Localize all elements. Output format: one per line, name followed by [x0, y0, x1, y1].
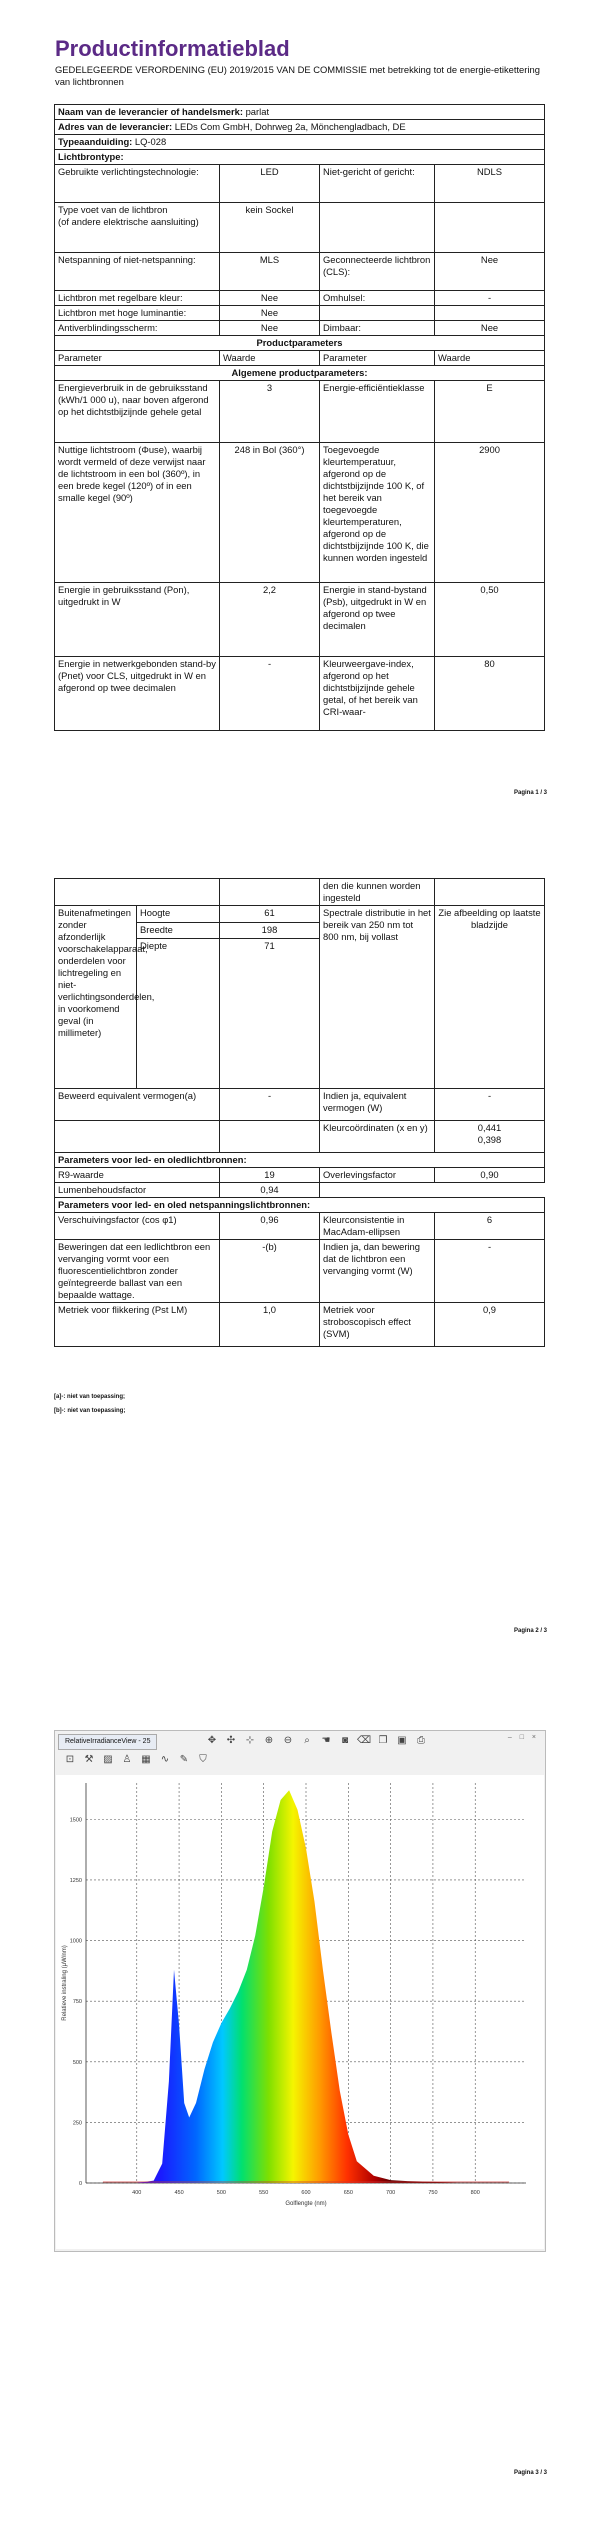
y-tick-label: 0 [78, 2181, 82, 2187]
param-value: E [435, 381, 545, 443]
col-header-value: Waarde [435, 351, 545, 366]
y-tick-label: 1000 [69, 1938, 82, 1945]
param-label: Lumenbehoudsfactor [55, 1183, 220, 1198]
param-value: LED [220, 165, 320, 203]
table-row [55, 1121, 545, 1153]
param-value: Nee [220, 291, 320, 306]
param-label: Niet-gericht of gericht: [320, 165, 435, 203]
param-label: Kleurconsistentie in MacAdam-ellipsen [320, 1213, 435, 1240]
spectral-label: Spectrale distributie in het bereik van 250 nm tot 800 nm, bij vollast [320, 906, 435, 1089]
param-label: Energie in gebruiksstand (Pon), uitgedrukt in W [55, 583, 220, 657]
param-value: 0,50 [435, 583, 545, 657]
camera-icon[interactable]: ◙ [341, 1735, 349, 1746]
spectrum-viewer-window [54, 1730, 546, 2252]
param-label: Dimbaar: [320, 321, 435, 336]
spectrum-chart [56, 1775, 544, 2249]
mains-params-heading: Parameters voor led- en oled netspanningslichtbronnen: [55, 1198, 545, 1213]
supplier-address-label: Adres van de leverancier: [58, 121, 173, 132]
x-axis-label: Golflengte (nm) [285, 2201, 327, 2207]
curve-icon[interactable]: ∿ [160, 1754, 170, 1765]
x-tick-label: 500 [216, 2190, 226, 2196]
param-value [435, 1121, 545, 1153]
page-number: Pagina 1 / 3 [513, 790, 547, 796]
search-icon[interactable]: ⌕ [304, 1735, 310, 1746]
param-label: Kleurweergave-index, afgerond op het dichtstbijzijnde gehele getal, of het bereik van CRI-waar- [320, 657, 435, 731]
x-tick-label: 550 [259, 2190, 269, 2196]
table-row [55, 291, 545, 306]
param-value: 0,96 [220, 1213, 320, 1240]
param-value: - [220, 1089, 320, 1121]
spectrum-area [120, 1790, 459, 2183]
window-controls[interactable]: – □ × [507, 1734, 539, 1741]
y-axis-label: Relatieve instraling (μW/nm) [62, 1945, 68, 2021]
crosshair-icon[interactable]: ⊹ [245, 1735, 255, 1746]
x-tick-label: 400 [132, 2190, 142, 2196]
product-info-table-p1 [54, 104, 545, 731]
param-label: Type voet van de lichtbron (of andere elektrische aansluiting) [55, 203, 220, 253]
y-tick-label: 500 [72, 2059, 82, 2066]
param-value: 2900 [435, 443, 545, 583]
dimension-value: 71 [220, 939, 320, 1089]
model-value: LQ-028 [134, 136, 167, 147]
zoom-out-icon[interactable]: ⊖ [283, 1735, 293, 1746]
tools-icon[interactable]: ⚒ [84, 1754, 94, 1765]
col-header-param: Parameter [55, 351, 220, 366]
led-params-heading: Parameters voor led- en oledlichtbronnen: [55, 1153, 545, 1168]
page-number: Pagina 2 / 3 [513, 1628, 547, 1634]
page-1 [0, 0, 595, 842]
toolbar-row-1 [205, 1734, 428, 1750]
params-heading: Productparameters [55, 336, 545, 351]
x-tick-label: 800 [470, 2190, 480, 2196]
table-row [55, 1183, 545, 1198]
param-label: Indien ja, dan bewering dat de lichtbron een vervanging vormt (W) [320, 1240, 435, 1303]
param-value: Nee [435, 253, 545, 291]
footnote-a: [a]-: niet van toepassing; [54, 1394, 126, 1400]
dimension-name: Hoogte [137, 906, 220, 923]
param-label: Netspanning of niet-netspanning: [55, 253, 220, 291]
param-value: - [435, 291, 545, 306]
param-value: -(b) [220, 1240, 320, 1303]
dimension-value: 198 [220, 922, 320, 939]
param-label: Lichtbron met hoge luminantie: [55, 306, 220, 321]
print-icon[interactable]: ⎙ [417, 1735, 425, 1746]
param-value: 80 [435, 657, 545, 731]
param-value: MLS [220, 253, 320, 291]
param-value: 3 [220, 381, 320, 443]
column-header-row [55, 351, 545, 366]
x-tick-label: 750 [428, 2190, 438, 2196]
table-row [55, 1089, 545, 1121]
move-icon[interactable]: ✥ [207, 1735, 217, 1746]
delete-icon[interactable]: ⌫ [357, 1735, 372, 1746]
general-params-heading: Algemene productparameters: [55, 366, 545, 381]
model-label: Typeaanduiding: [58, 136, 133, 147]
spectral-value: Zie afbeelding op laatste bladzijde [435, 906, 545, 1089]
supplier-address-value: LEDs Com GmbH, Dohrweg 2a, Mönchengladbach, DE [174, 121, 406, 132]
param-label: Beweringen dat een ledlichtbron een vervanging vormt voor een fluorescentielichtbron zonder geïntegreerde ballast van een bepaalde wattage. [55, 1240, 220, 1303]
param-value: - [435, 1240, 545, 1303]
table-row [55, 165, 545, 203]
col-header-param: Parameter [320, 351, 435, 366]
param-label: Metriek voor flikkering (Pst LM) [55, 1303, 220, 1347]
param-label: Antiverblindingsscherm: [55, 321, 220, 336]
y-tick-label: 250 [72, 2120, 82, 2127]
footnote-b: [b]-: niet van toepassing; [54, 1408, 126, 1414]
col-header-value: Waarde [220, 351, 320, 366]
param-value: 6 [435, 1213, 545, 1240]
param-label: Omhulsel: [320, 291, 435, 306]
pan-icon[interactable]: ✣ [226, 1735, 236, 1746]
chart-marks [103, 1790, 509, 2183]
param-label: den die kunnen worden ingesteld [320, 879, 435, 906]
param-value: 0,9 [435, 1303, 545, 1347]
dimension-name: Breedte [137, 922, 220, 939]
table-row [55, 381, 545, 443]
dimensions-label: Buitenafmetingen zonder afzonderlijk voorschakelapparaat, onderdelen voor lichtregeling en niet-verlichtingsonderdelen, in voorkomend geval (in millimeter) [55, 906, 137, 1089]
param-label: Metriek voor stroboscopisch effect (SVM) [320, 1303, 435, 1347]
hand-icon[interactable]: ☚ [321, 1735, 331, 1746]
param-label: Overlevingsfactor [320, 1168, 435, 1183]
copy-icon[interactable]: ❐ [378, 1735, 388, 1746]
table-row [55, 203, 545, 253]
y-tick-label: 750 [72, 1999, 82, 2006]
param-value: 248 in Bol (360°) [220, 443, 320, 583]
zoom-in-icon[interactable]: ⊕ [264, 1735, 274, 1746]
param-value: 2,2 [220, 583, 320, 657]
param-label: Beweerd equivalent vermogen(a) [55, 1089, 220, 1121]
table-row [55, 443, 545, 583]
param-value: Nee [220, 321, 320, 336]
toolbar-row-2 [63, 1753, 210, 1769]
table-row [55, 1240, 545, 1303]
supplier-name-value: parlat [245, 106, 270, 117]
page-2 [0, 842, 595, 1684]
param-label: Energie in stand-bystand (Psb), uitgedrukt in W en afgerond op twee decimalen [320, 583, 435, 657]
viewer-tab[interactable]: RelativeIrradianceView - 25 [58, 1734, 157, 1750]
param-label: Lichtbron met regelbare kleur: [55, 291, 220, 306]
param-label: Energie-efficiëntieklasse [320, 381, 435, 443]
table-row [55, 321, 545, 336]
param-label: Gebruikte verlichtingstechnologie: [55, 165, 220, 203]
table-row [55, 879, 545, 906]
param-value: 0,94 [220, 1183, 320, 1198]
y-tick-label: 1500 [69, 1817, 82, 1824]
param-value: - [435, 1089, 545, 1121]
table-row [55, 306, 545, 321]
page-number: Pagina 3 / 3 [513, 2470, 547, 2476]
param-value: 1,0 [220, 1303, 320, 1347]
param-label: Energieverbruik in de gebruiksstand (kWh/1 000 u), naar boven afgerond op het dichtstbijzijnde gehele getal [55, 381, 220, 443]
param-value: NDLS [435, 165, 545, 203]
param-label: Geconnecteerde lichtbron (CLS): [320, 253, 435, 291]
x-tick-label: 600 [301, 2190, 311, 2196]
save-icon[interactable]: ▣ [397, 1735, 407, 1746]
param-label: Verschuivingsfactor (cos φ1) [55, 1213, 220, 1240]
table-icon[interactable]: ▦ [141, 1754, 151, 1765]
select-icon[interactable]: ⊡ [65, 1754, 75, 1765]
x-tick-label: 650 [343, 2190, 353, 2196]
param-value: - [220, 657, 320, 731]
table-row [55, 1168, 545, 1183]
table-row [55, 583, 545, 657]
param-value: 19 [220, 1168, 320, 1183]
table-row [55, 906, 545, 923]
param-label: R9-waarde [55, 1168, 220, 1183]
supplier-name-label: Naam van de leverancier of handelsmerk: [58, 106, 243, 117]
table-row [55, 657, 545, 731]
table-row [55, 1303, 545, 1347]
table-row [55, 253, 545, 291]
table-row [55, 1213, 545, 1240]
x-tick-label: 700 [386, 2190, 396, 2196]
regulation-subtitle: GEDELEGEERDE VERORDENING (EU) 2019/2015 VAN DE COMMISSIE met betrekking tot de energie-etikettering van lichtbronnen [55, 64, 540, 87]
param-label: Toegevoegde kleurtemperatuur, afgerond op de dichtstbijzijnde 100 K, of het bereik van toegevoegde kleurtemperaturen, afgerond op de dichtstbijzijnde 100 K, die kunnen worden ingesteld [320, 443, 435, 583]
param-value: 0,90 [435, 1168, 545, 1183]
y-tick-label: 1250 [69, 1877, 82, 1884]
image-icon[interactable]: ▨ [103, 1754, 113, 1765]
page-title: Productinformatieblad [55, 36, 290, 61]
param-label: Indien ja, equivalent vermogen (W) [320, 1089, 435, 1121]
param-value: Nee [220, 306, 320, 321]
param-label: Nuttige lichtstroom (Φuse), waarbij wordt vermeld of deze verwijst naar de lichtstroom in een bol (360º), in een brede kegel (120º) of in een smalle kegel (90º) [55, 443, 220, 583]
chroma-x: 0,441 [477, 1122, 502, 1133]
product-info-table-p2 [54, 878, 545, 1347]
person-icon[interactable]: ♙ [122, 1754, 132, 1765]
dimension-name: Diepte [137, 939, 220, 1089]
header-block [55, 36, 543, 88]
param-value: Nee [435, 321, 545, 336]
footnotes [54, 1390, 125, 1418]
param-value: kein Sockel [220, 203, 320, 253]
param-label: Kleurcoördinaten (x en y) [320, 1121, 435, 1153]
chroma-y: 0,398 [477, 1134, 502, 1145]
x-tick-label: 450 [174, 2190, 184, 2196]
lightsource-heading: Lichtbrontype: [55, 150, 545, 165]
param-label: Energie in netwerkgebonden stand-by (Pnet) voor CLS, uitgedrukt in W en afgerond op twee decimalen [55, 657, 220, 731]
edit-icon[interactable]: ✎ [179, 1754, 189, 1765]
dimension-value: 61 [220, 906, 320, 923]
badge-icon[interactable]: ⛉ [199, 1754, 207, 1765]
